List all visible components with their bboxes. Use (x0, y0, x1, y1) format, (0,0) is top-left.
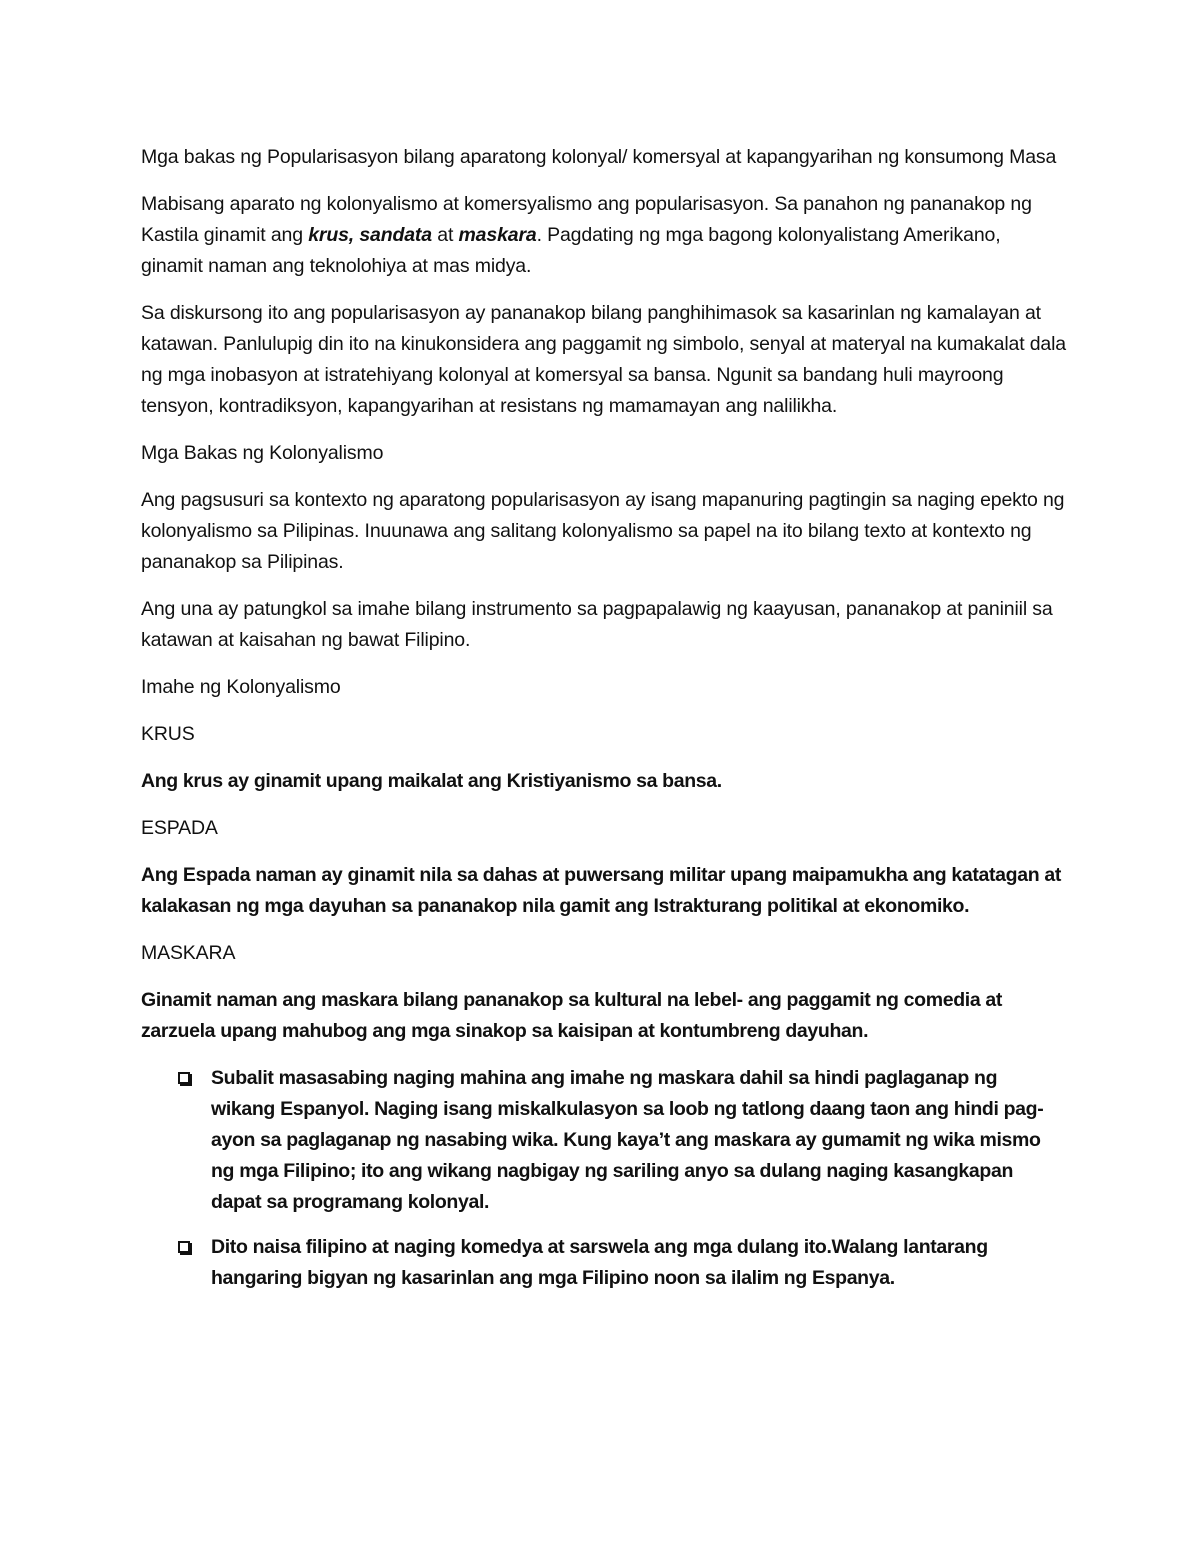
document-title: Mga bakas ng Popularisasyon bilang aparatong kolonyal/ komersyal at kapangyarihan ng konsumong Masa (141, 146, 1057, 168)
checkbox-square-icon (178, 1241, 190, 1253)
text-maskara: Ginamit naman ang maskara bilang pananakop sa kultural na lebel- ang paggamit ng comedia at zarzuela upang mahubog ang mga sinakop sa kaisipan at kontumbreng dayuhan. (141, 989, 1003, 1042)
bullet-text: Subalit masasabing naging mahina ang imahe ng maskara dahil sa hindi paglaganap ng wikang Espanyol. Naging isang miskalkulasyon sa loob ng tatlong daang taon ang hindi pag-ayon sa paglaganap ng nasabing wika. Kung kaya’t ang maskara ay gumamit ng wika mismo ng mga Filipino; ito ang wikang nagbigay ng sariling anyo sa dulang naging kasangkapan dapat sa programang kolonyal. (211, 1067, 1044, 1213)
bullet-item (141, 1232, 1066, 1294)
paragraph-intro-text-b: . Pagdating ng mga bagong kolonyalistang Amerikano, ginamit naman ang teknolohiya at mas midya. (141, 224, 1001, 277)
emphasis-comma: , (348, 224, 360, 246)
paragraph-intro-at: at (431, 224, 459, 246)
paragraph-pagsusuri: Ang pagsusuri sa kontexto ng aparatong popularisasyon ay isang mapanuring pagtingin sa naging epekto ng kolonyalismo sa Pilipinas. Inuunawa ang salitang kolonyalismo sa papel na ito bilang texto at kontexto ng pananakop sa Pilipinas. (141, 489, 1065, 573)
text-krus: Ang krus ay ginamit upang maikalat ang Kristiyanismo sa bansa. (141, 770, 722, 792)
text-espada: Ang Espada naman ay ginamit nila sa dahas at puwersang militar upang maipamukha ang katatagan at kalakasan ng mga dayuhan sa pananakop nila gamit ang Istrakturang politikal at ekonomiko. (141, 864, 1061, 917)
emphasis-krus: krus (308, 224, 349, 246)
label-maskara: MASKARA (141, 942, 236, 964)
paragraph-imahe: Ang una ay patungkol sa imahe bilang instrumento sa pagpapalawig ng kaayusan, pananakop at paniniil sa katawan at kaisahan ng bawat Filipino. (141, 598, 1053, 651)
checkbox-square-icon (178, 1072, 190, 1084)
paragraph-diskurso: Sa diskursong ito ang popularisasyon ay pananakop bilang panghihimasok sa kasarinlan ng kamalayan at katawan. Panlulupig din ito na kinukonsidera ang paggamit ng simbolo, senyal at materyal na kumakalat dala ng mga inobasyon at istratehiyang kolonyal at komersyal sa bansa. Ngunit sa bandang huli mayroong tensyon, kontradiksyon, kapangyarihan at resistans ng mamamayan ang nalilikha. (141, 302, 1067, 417)
label-espada: ESPADA (141, 817, 218, 839)
bullet-item (141, 1063, 1066, 1218)
section-heading-imahe: Imahe ng Kolonyalismo (141, 676, 341, 698)
label-krus: KRUS (141, 723, 195, 745)
emphasis-sandata: sandata (359, 224, 432, 246)
bullet-text: Dito naisa filipino at naging komedya at sarswela ang mga dulang ito.Walang lantarang hangaring bigyan ng kasarinlan ang mga Filipino noon sa ilalim ng Espanya. (211, 1236, 988, 1289)
section-heading-bakas: Mga Bakas ng Kolonyalismo (141, 442, 384, 464)
paragraph-intro (141, 189, 1066, 282)
emphasis-maskara: maskara (458, 224, 537, 246)
document-page (141, 142, 1066, 1308)
paragraph-intro-text-a: Mabisang aparato ng kolonyalismo at komersyalismo ang popularisasyon. Sa panahon ng pananakop ng Kastila ginamit ang (141, 193, 1032, 246)
bullet-list (141, 1063, 1066, 1294)
